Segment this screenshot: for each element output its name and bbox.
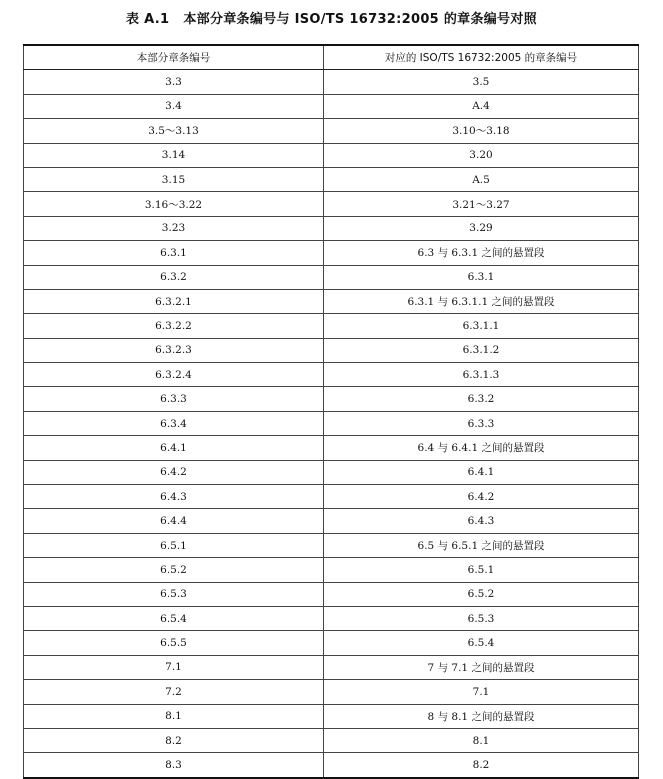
this-part-clause-cell: 6.4.3 [24, 485, 324, 509]
this-part-clause-cell: 8.3 [24, 753, 324, 778]
table-title: 本部分章条编号与 ISO/TS 16732:2005 的章条编号对照 [183, 12, 537, 27]
iso-clause-cell: 6.5.2 [324, 582, 639, 606]
iso-clause-cell: 6.5 与 6.5.1 之间的悬置段 [324, 533, 639, 557]
table-row [24, 192, 639, 216]
table-row [24, 119, 639, 143]
table-row [24, 485, 639, 509]
table-row [24, 241, 639, 265]
this-part-clause-cell: 6.3.2.2 [24, 314, 324, 338]
this-part-clause-cell: 3.15 [24, 167, 324, 191]
this-part-clause-cell: 6.5.2 [24, 558, 324, 582]
iso-clause-cell: 6.3.1.1 [324, 314, 639, 338]
iso-clause-cell: 6.4.1 [324, 460, 639, 484]
table-caption [0, 8, 663, 27]
iso-clause-cell: 7.1 [324, 680, 639, 704]
iso-clause-cell: 6.4.2 [324, 485, 639, 509]
this-part-clause-cell: 6.4.2 [24, 460, 324, 484]
this-part-clause-cell: 3.14 [24, 143, 324, 167]
iso-clause-cell: 6.3.1.2 [324, 338, 639, 362]
table-row [24, 680, 639, 704]
this-part-clause-cell: 6.3.2.3 [24, 338, 324, 362]
iso-clause-cell: 3.29 [324, 216, 639, 240]
table-row [24, 582, 639, 606]
table-row [24, 216, 639, 240]
iso-clause-cell: 6.5.4 [324, 631, 639, 655]
iso-clause-cell: 6.4.3 [324, 509, 639, 533]
table-row [24, 314, 639, 338]
this-part-clause-cell: 6.3.1 [24, 241, 324, 265]
this-part-clause-cell: 6.5.5 [24, 631, 324, 655]
table-row [24, 94, 639, 118]
table-row [24, 387, 639, 411]
this-part-clause-cell: 6.3.2.1 [24, 289, 324, 313]
iso-clause-cell: 3.20 [324, 143, 639, 167]
iso-clause-cell: A.5 [324, 167, 639, 191]
iso-clause-cell: 6.3.1 [324, 265, 639, 289]
this-part-clause-cell: 3.16～3.22 [24, 192, 324, 216]
header-row [24, 45, 639, 70]
table-row [24, 753, 639, 778]
table-row [24, 436, 639, 460]
clause-correspondence-table [23, 44, 639, 779]
table-row [24, 143, 639, 167]
table-row [24, 338, 639, 362]
table-row [24, 631, 639, 655]
iso-clause-cell: 6.3.1.3 [324, 363, 639, 387]
table-row [24, 460, 639, 484]
table-row [24, 558, 639, 582]
table-row [24, 411, 639, 435]
this-part-clause-cell: 6.5.1 [24, 533, 324, 557]
this-part-clause-cell: 6.5.3 [24, 582, 324, 606]
iso-clause-cell: 7 与 7.1 之间的悬置段 [324, 655, 639, 679]
table-row [24, 265, 639, 289]
this-part-clause-cell: 8.2 [24, 728, 324, 752]
iso-clause-cell: 3.10～3.18 [324, 119, 639, 143]
table-row [24, 704, 639, 728]
this-part-clause-cell: 6.4.1 [24, 436, 324, 460]
table-row [24, 509, 639, 533]
this-part-clause-cell: 6.5.4 [24, 606, 324, 630]
iso-clause-cell: 3.5 [324, 70, 639, 94]
this-part-clause-cell: 3.3 [24, 70, 324, 94]
table-row [24, 606, 639, 630]
table-row [24, 363, 639, 387]
table-number: 表 A.1 [126, 12, 170, 27]
this-part-clause-cell: 6.3.3 [24, 387, 324, 411]
this-part-clause-cell: 6.3.2 [24, 265, 324, 289]
table-row [24, 70, 639, 94]
table-body [24, 70, 639, 778]
iso-clause-cell: 6.5.3 [324, 606, 639, 630]
this-part-clause-cell: 6.3.4 [24, 411, 324, 435]
iso-clause-cell: 6.3.1 与 6.3.1.1 之间的悬置段 [324, 289, 639, 313]
table-row [24, 533, 639, 557]
table-row [24, 728, 639, 752]
this-part-clause-cell: 6.4.4 [24, 509, 324, 533]
iso-clause-cell: 8 与 8.1 之间的悬置段 [324, 704, 639, 728]
this-part-clause-cell: 6.3.2.4 [24, 363, 324, 387]
iso-clause-cell: 8.2 [324, 753, 639, 778]
this-part-clause-cell: 3.23 [24, 216, 324, 240]
table-row [24, 167, 639, 191]
table-row [24, 655, 639, 679]
iso-clause-cell: 6.4 与 6.4.1 之间的悬置段 [324, 436, 639, 460]
iso-clause-cell: 6.3 与 6.3.1 之间的悬置段 [324, 241, 639, 265]
iso-clause-cell: 3.21～3.27 [324, 192, 639, 216]
iso-clause-cell: 6.3.2 [324, 387, 639, 411]
iso-clause-cell: A.4 [324, 94, 639, 118]
header-iso-clause: 对应的 ISO/TS 16732:2005 的章条编号 [324, 45, 639, 70]
this-part-clause-cell: 3.4 [24, 94, 324, 118]
header-this-part-clause: 本部分章条编号 [24, 45, 324, 70]
iso-clause-cell: 6.3.3 [324, 411, 639, 435]
iso-clause-cell: 8.1 [324, 728, 639, 752]
this-part-clause-cell: 3.5～3.13 [24, 119, 324, 143]
this-part-clause-cell: 7.2 [24, 680, 324, 704]
table-row [24, 289, 639, 313]
this-part-clause-cell: 7.1 [24, 655, 324, 679]
this-part-clause-cell: 8.1 [24, 704, 324, 728]
iso-clause-cell: 6.5.1 [324, 558, 639, 582]
